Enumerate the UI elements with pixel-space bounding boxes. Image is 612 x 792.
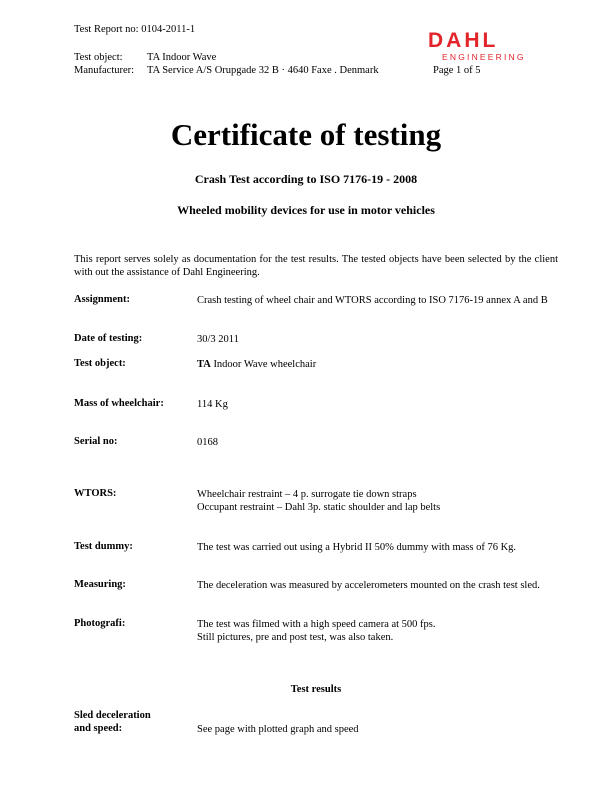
dahl-engineering-logo (428, 30, 528, 62)
test-object-model: Indoor Wave wheelchair (210, 359, 317, 370)
wtors-line-2: Occupant restraint – Dahl 3p. static shoulder and lap belts (197, 502, 441, 513)
photo-line-1: The test was filmed with a high speed camera at 500 fps. (197, 619, 436, 630)
serial-label: Serial no: (74, 436, 118, 447)
wtors-label: WTORS: (74, 488, 117, 499)
header-manufacturer-value: TA Service A/S Orupgade 32 B · 4640 Faxe . Denmark (147, 65, 379, 76)
dummy-label: Test dummy: (74, 541, 133, 552)
measuring-label: Measuring: (74, 579, 126, 590)
photo-label: Photografi: (74, 618, 126, 629)
dummy-value: The test was carried out using a Hybrid II 50% dummy with mass of 76 Kg. (197, 542, 517, 553)
wtors-line-1: Wheelchair restraint – 4 p. surrogate tie down straps (197, 489, 417, 500)
subtitle-crash-test: Crash Test according to ISO 7176-19 - 2008 (194, 172, 418, 186)
date-value: 30/3 2011 (197, 334, 239, 345)
test-object-brand: TA (197, 359, 211, 370)
sled-label-line-2: and speed: (74, 723, 123, 734)
test-object-label: Test object: (74, 358, 126, 369)
header-test-object-value: TA Indoor Wave (147, 52, 217, 63)
sled-label-line-1: Sled deceleration (74, 710, 151, 721)
mass-label: Mass of wheelchair: (74, 398, 164, 409)
sled-value: See page with plotted graph and speed (197, 724, 359, 735)
assignment-label: Assignment: (74, 294, 131, 305)
mass-value: 114 Kg (197, 399, 228, 410)
header-test-object-label: Test object: (74, 52, 123, 63)
date-label: Date of testing: (74, 333, 143, 344)
report-number: Test Report no: 0104-2011-1 (74, 24, 196, 35)
logo-main-text: DAHL (428, 29, 499, 52)
test-object-value (197, 358, 316, 371)
header-manufacturer-label: Manufacturer: (74, 65, 135, 76)
logo-sub-text: ENGINEERING (442, 52, 526, 62)
serial-value: 0168 (197, 437, 218, 448)
subtitle-wheeled-devices: Wheeled mobility devices for use in motor vehicles (177, 203, 435, 217)
results-heading: Test results (290, 684, 342, 695)
photo-line-2: Still pictures, pre and post test, was also taken. (197, 632, 394, 643)
page-number: Page 1 of 5 (433, 65, 481, 76)
measuring-value: The deceleration was measured by accelerometers mounted on the crash test sled. (197, 580, 540, 591)
page-title: Certificate of testing (170, 117, 442, 152)
intro-paragraph: This report serves solely as documentation for the test results. The tested objects have been selected by the client with out the assistance of Dahl Engineering. (74, 254, 558, 278)
assignment-value: Crash testing of wheel chair and WTORS according to ISO 7176-19 annex A and B (197, 295, 548, 306)
